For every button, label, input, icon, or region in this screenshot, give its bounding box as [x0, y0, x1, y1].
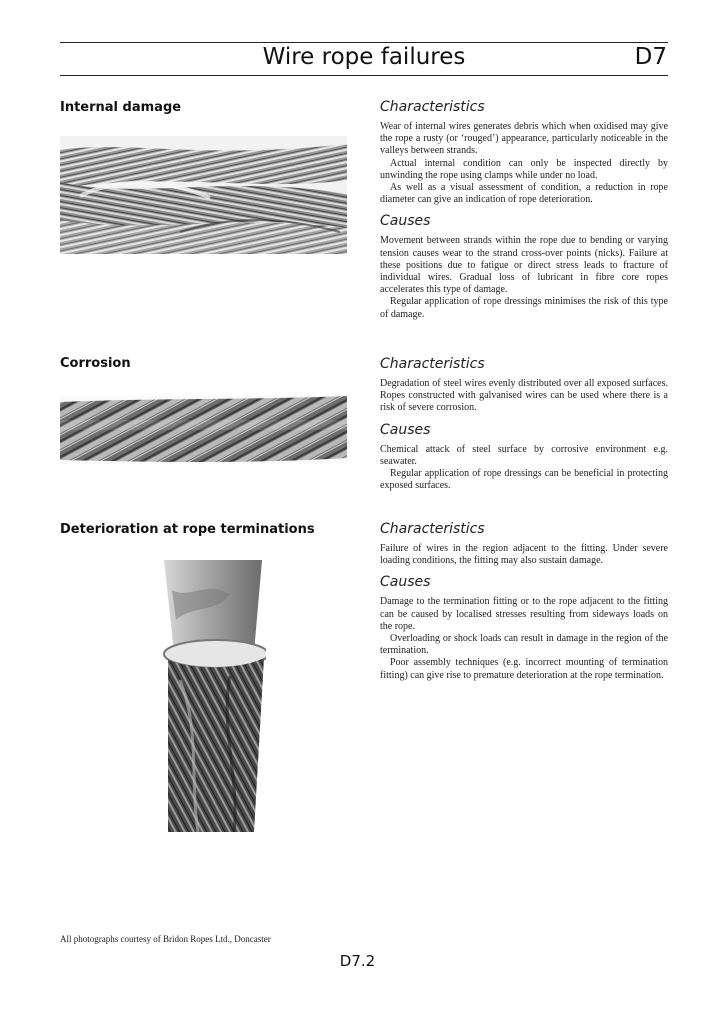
page-title: Wire rope failures — [262, 44, 466, 70]
rope-terminations-text — [380, 521, 668, 682]
photo-credit: All photographs courtesy of Bridon Ropes Ltd., Doncaster — [60, 934, 271, 944]
section-title-rope-terminations: Deterioration at rope terminations — [60, 522, 315, 537]
page-code: D7 — [634, 44, 667, 70]
causes-paragraph: Overloading or shock loads can result in damage in the region of the termination. — [380, 633, 668, 657]
causes-paragraph: Chemical attack of steel surface by corrosive environment e.g. seawater. — [380, 443, 668, 467]
corrosion-rope-photo — [60, 396, 347, 464]
characteristics-heading: Characteristics — [380, 356, 485, 372]
characteristics-paragraph: Actual internal condition can only be inspected directly by unwinding the rope using clamps while under no load. — [380, 157, 668, 181]
internal-damage-text — [380, 99, 668, 321]
characteristics-paragraph: As well as a visual assessment of condition, a reduction in rope diameter can give an indication of rope deterioration. — [380, 182, 668, 206]
corrosion-text — [380, 356, 668, 492]
characteristics-paragraph: Wear of internal wires generates debris which when oxidised may give the rope a rusty (or ‘rouged’) appearance, particularly noticeable in the valleys between strands. — [380, 121, 668, 157]
causes-paragraph: Regular application of rope dressings minimises the risk of this type of damage. — [380, 296, 668, 320]
causes-heading: Causes — [380, 574, 431, 591]
causes-heading: Causes — [380, 213, 431, 230]
header-bottom-rule — [60, 75, 668, 76]
section-title-corrosion: Corrosion — [60, 356, 131, 371]
characteristics-paragraph: Degradation of steel wires evenly distributed over all exposed surfaces. Ropes constructed with galvanised wires can be used where there is a risk of severe corrosion. — [380, 378, 668, 414]
characteristics-paragraph: Failure of wires in the region adjacent to the fitting. Under severe loading conditions, the fitting may also sustain damage. — [380, 543, 668, 567]
causes-paragraph: Damage to the termination fitting or to the rope adjacent to the fitting can be caused by localised stresses resulting from sideways loads on the rope. — [380, 596, 668, 632]
characteristics-heading: Characteristics — [380, 521, 485, 537]
characteristics-heading: Characteristics — [380, 99, 485, 115]
rope-termination-photo — [150, 560, 266, 832]
causes-paragraph: Regular application of rope dressings can be beneficial in protecting exposed surfaces. — [380, 468, 668, 492]
causes-paragraph: Movement between strands within the rope due to bending or varying tension causes wear to the strand cross-over points (nicks). Failure at these positions due to fatigue or direct stress leads to fracture of individual wires. Gradual loss of lubricant in fibre core ropes accelerates this type of damage. — [380, 235, 668, 296]
causes-paragraph: Poor assembly techniques (e.g. incorrect mounting of termination fitting) can give rise to premature deterioration at the rope termination. — [380, 657, 668, 681]
causes-heading: Causes — [380, 421, 431, 438]
header-top-rule — [60, 42, 668, 43]
internal-damage-rope-photo — [60, 136, 347, 254]
section-title-internal-damage: Internal damage — [60, 100, 182, 115]
page-number: D7.2 — [339, 952, 376, 970]
